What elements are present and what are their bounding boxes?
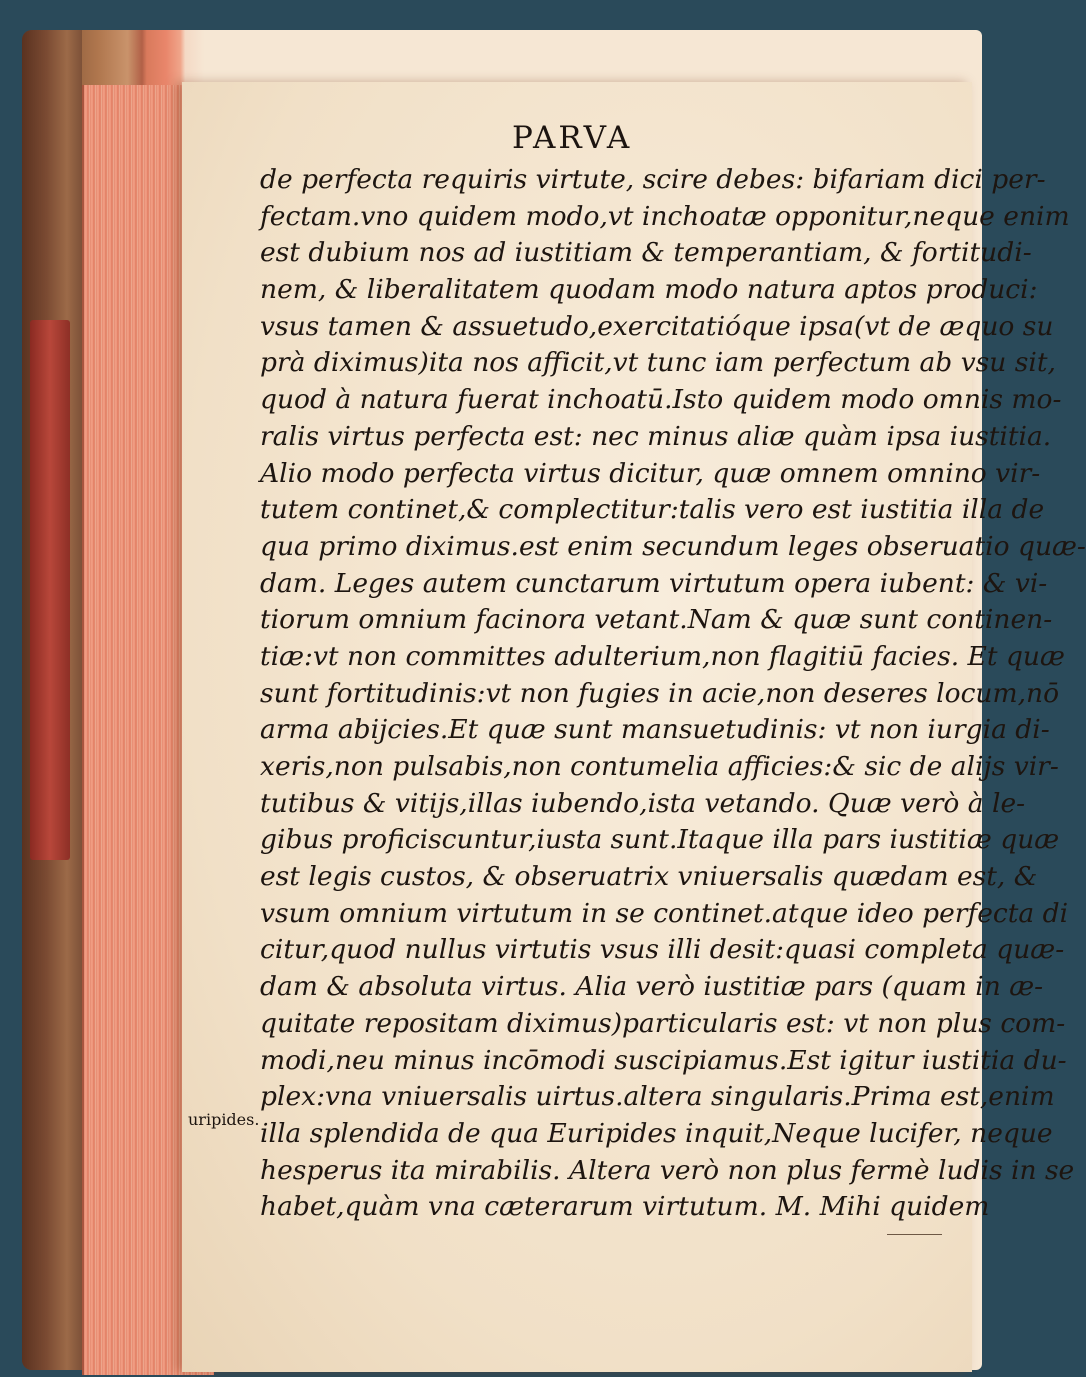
text-line: plex:vna vniuersalis uirtus.altera singularis.Prima est,enim — [260, 1081, 1055, 1113]
text-line: tiorum omnium facinora vetant.Nam & quæ sunt continen- — [260, 604, 1053, 636]
text-line: xeris,non pulsabis,non contumelia afficies:& sic de alijs vir- — [260, 751, 1059, 782]
body-text — [260, 162, 1086, 1226]
text-line: est dubium nos ad iustitiam & temperantiam, & fortitudi- — [260, 237, 1032, 269]
text-line: sunt fortitudinis:vt non fugies in acie,non deseres locum,nō — [260, 677, 1060, 709]
text-line: vsus tamen & assuetudo,exercitatióque ipsa(vt de æquo su — [260, 310, 1054, 342]
text-line: de perfecta requiris virtute, scire debes: bifariam dici per- — [260, 164, 1046, 195]
book-page — [182, 82, 1086, 1372]
text-line: Alio modo perfecta virtus dicitur, quæ omnem omnino vir- — [260, 457, 1041, 489]
text-line: tiæ:vt non committes adulterium,non flagitiū facies. Et quæ — [260, 640, 1065, 672]
text-line: est legis custos, & obseruatrix vniuersalis quædam est, & — [260, 861, 1038, 893]
text-line: quod à natura fuerat inchoatū.Isto quidem modo omnis mo- — [260, 384, 1062, 416]
text-line: citur,quod nullus virtutis vsus illi desit:quasi completa quæ- — [260, 934, 1065, 966]
text-line: modi,neu minus incōmodi suscipiamus.Est igitur iustitia du- — [260, 1044, 1067, 1076]
text-line: nem, & liberalitatem quodam modo natura aptos produci: — [260, 274, 1038, 306]
text-line: illa splendida de qua Euripides inquit,Neque lucifer, neque — [260, 1117, 1053, 1149]
text-line: tutibus & vitijs,illas iubendo,ista vetando. Quæ verò à le- — [260, 787, 1026, 819]
book-cover — [22, 30, 82, 1370]
spine-label — [30, 320, 70, 860]
text-line: qua primo diximus.est enim secundum leges obseruatio quæ- — [260, 530, 1086, 562]
running-headline: PARVA — [512, 120, 633, 156]
text-line: prà diximus)ita nos afficit,vt tunc iam perfectum ab vsu sit, — [260, 347, 1056, 379]
text-line: dam & absoluta virtus. Alia verò iustitiæ pars (quam in æ- — [260, 971, 1044, 1003]
text-line: tutem continet,& complectitur:talis vero est iustitia illa de — [260, 494, 1045, 526]
text-line: dam. Leges autem cunctarum virtutum opera iubent: & vi- — [260, 567, 1048, 599]
catchword-rule — [887, 1234, 942, 1235]
text-line: habet,quàm vna cæterarum virtutum. M. Mihi quidem — [260, 1191, 990, 1223]
text-line: vsum omnium virtutum in se continet.atque ideo perfecta di — [260, 897, 1069, 929]
text-line: quitate repositam diximus)particularis est: vt non plus com- — [260, 1007, 1066, 1039]
text-line: fectam.vno quidem modo,vt inchoatæ opponitur,neque enim — [260, 200, 1070, 232]
text-line: gibus proficiscuntur,iusta sunt.Itaque illa pars iustitiæ quæ — [260, 824, 1060, 856]
text-line: hesperus ita mirabilis. Altera verò non plus fermè ludis in se — [260, 1154, 1075, 1186]
text-line: arma abijcies.Et quæ sunt mansuetudinis: vt non iurgia di- — [260, 714, 1050, 746]
marginal-note: uripides. — [188, 1110, 260, 1129]
text-line: ralis virtus perfecta est: nec minus aliæ quàm ipsa iustitia. — [260, 420, 1052, 452]
